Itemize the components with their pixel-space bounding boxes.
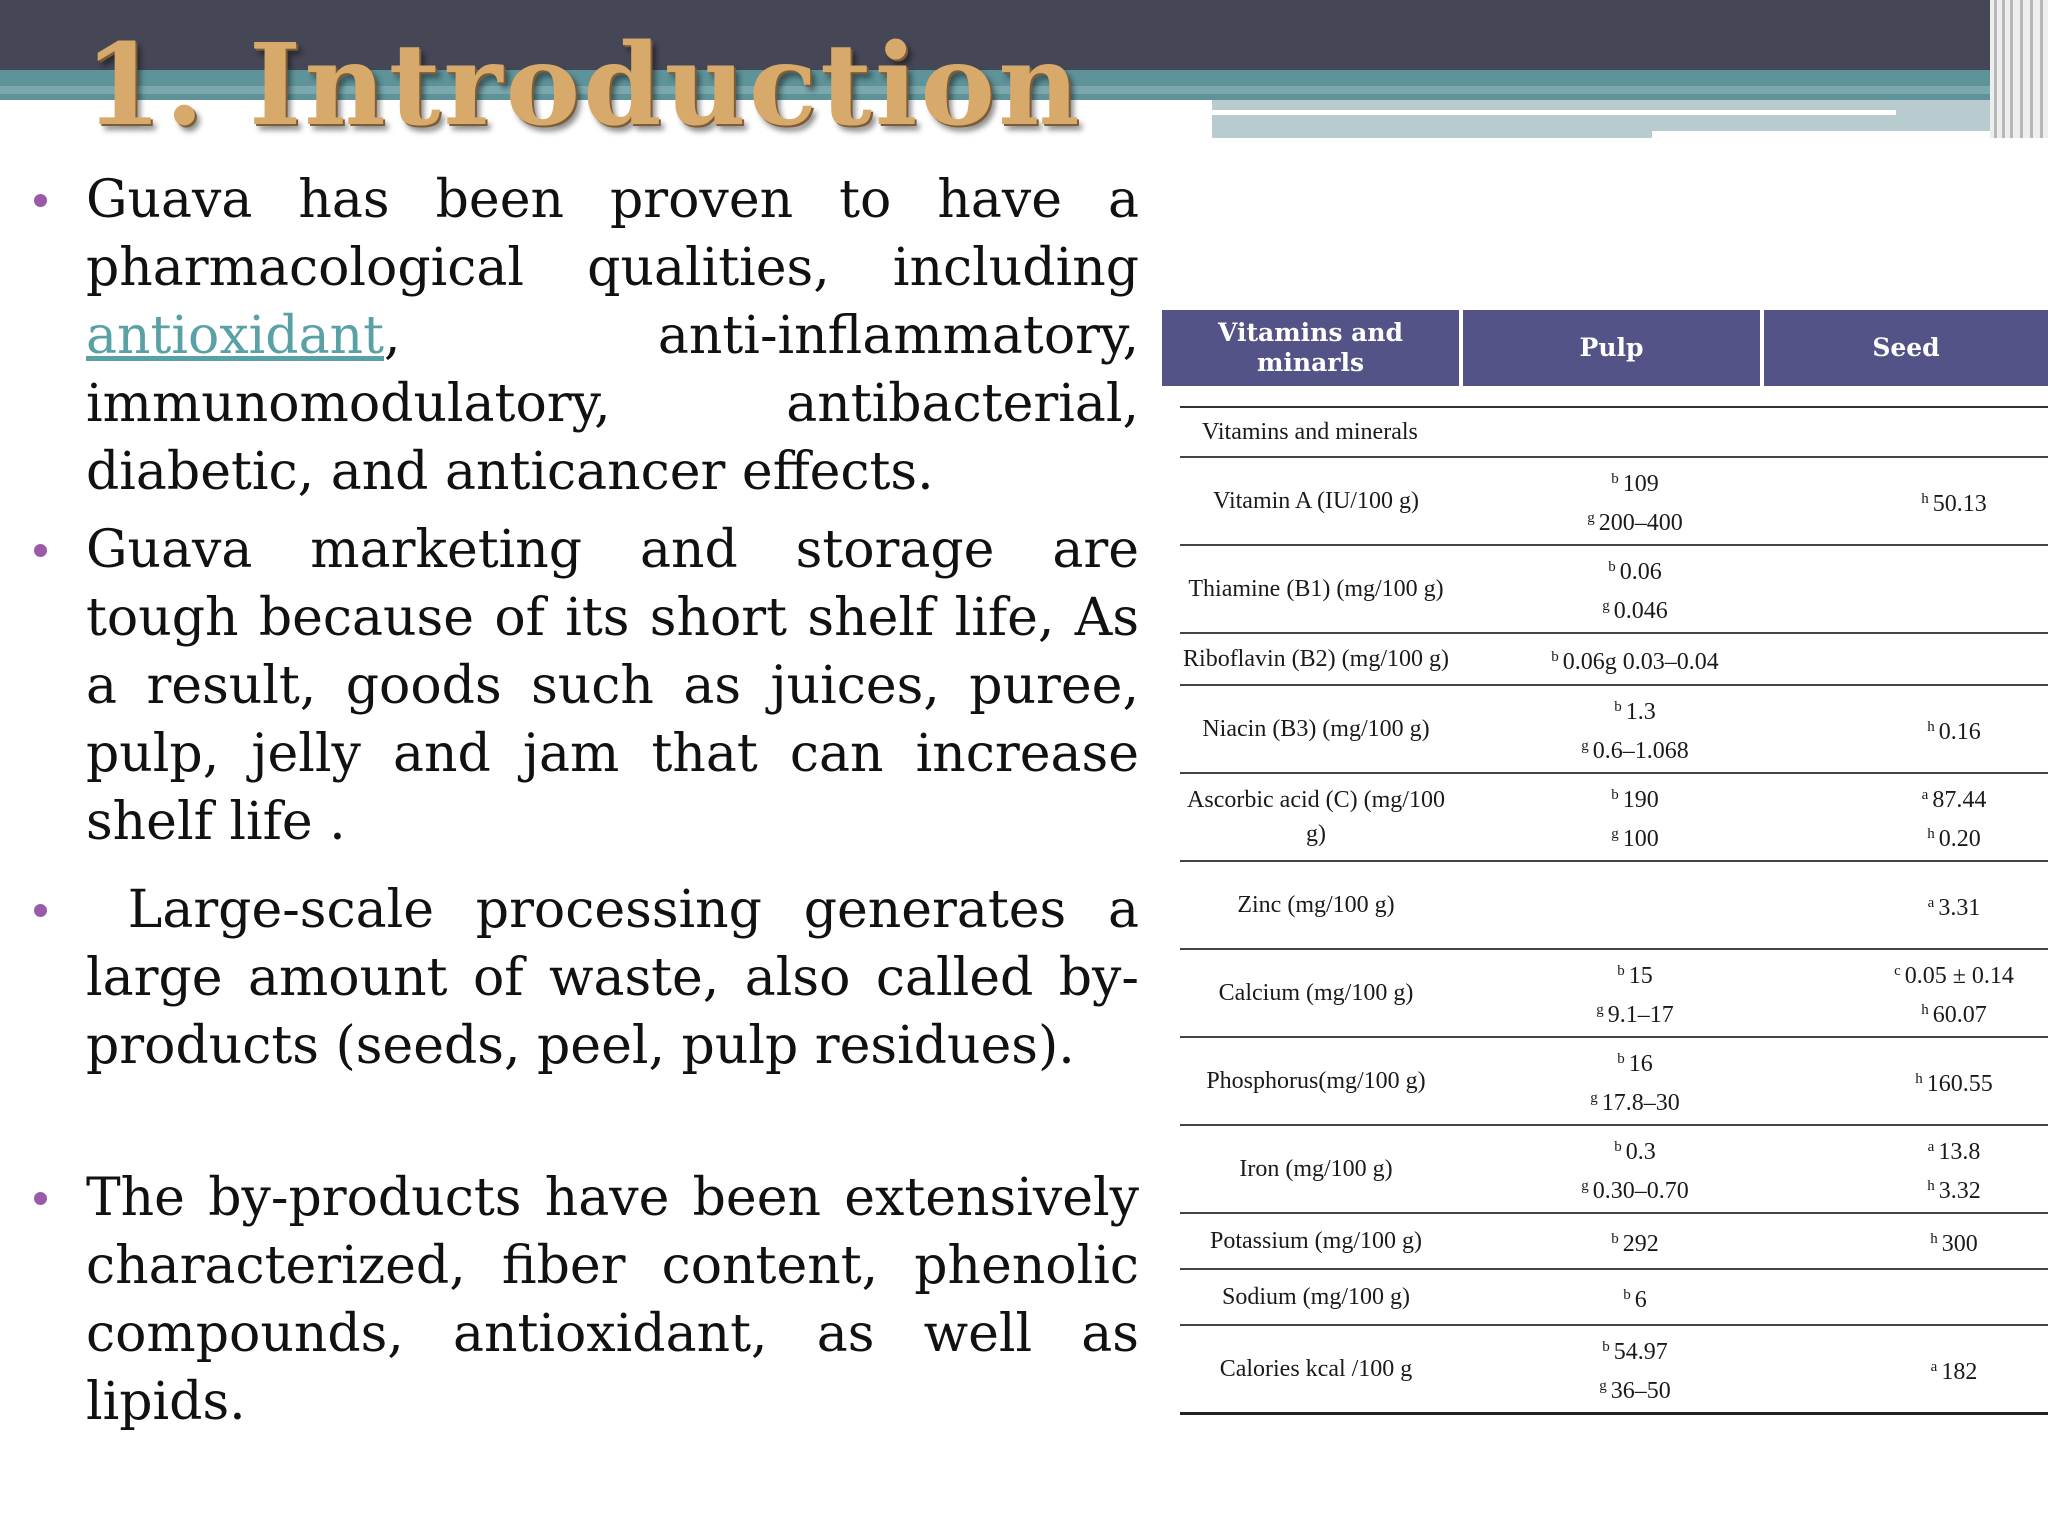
seed-value-cell	[1860, 1270, 2048, 1324]
value-text: 200–400	[1598, 510, 1683, 536]
seed-value	[1930, 1222, 1978, 1261]
value-text: 100	[1622, 826, 1659, 852]
seed-value-cell	[1860, 458, 2048, 544]
footnote-marker: g	[1611, 826, 1619, 842]
nutrient-name: Calories kcal /100 g	[1219, 1356, 1413, 1382]
table-row	[1180, 950, 2048, 1038]
seed-value-cell	[1860, 1326, 2048, 1412]
pulp-value	[1599, 1369, 1671, 1408]
seed-value	[1927, 817, 1981, 856]
pulp-value-cell	[1485, 458, 1785, 544]
pulp-value-cell	[1485, 634, 1785, 684]
pulp-value	[1611, 817, 1659, 856]
value-text: 15	[1628, 963, 1653, 989]
decorative-line	[1652, 131, 1990, 138]
footnote-marker: h	[1930, 1230, 1938, 1247]
table-row	[1180, 634, 2048, 686]
bullet-icon	[34, 544, 47, 557]
pulp-value	[1581, 1169, 1689, 1208]
table-row	[1180, 458, 2048, 546]
value-text: 300	[1941, 1230, 1978, 1257]
footnote-marker: h	[1921, 1002, 1929, 1018]
seed-value-cell	[1860, 634, 2048, 684]
pulp-value-cell	[1485, 1038, 1785, 1124]
antioxidant-link[interactable]: antioxidant	[86, 306, 384, 366]
value-text: 0.30–0.70	[1592, 1178, 1689, 1204]
value-text: 16	[1628, 1051, 1653, 1077]
nutrient-name: Riboflavin (B2) (mg/100 g)	[1183, 646, 1449, 672]
value-text: 0.6–1.068	[1592, 738, 1689, 764]
value-text: 0.16	[1938, 718, 1981, 745]
nutrient-name: Vitamin A (IU/100 g)	[1213, 488, 1419, 514]
footnote-marker: b	[1611, 471, 1619, 487]
seed-value	[1928, 886, 1981, 925]
footnote-marker: h	[1915, 1070, 1923, 1087]
footnote-marker: b	[1617, 963, 1625, 979]
footnote-marker: h	[1927, 1178, 1935, 1194]
nutrient-name: Potassium (mg/100 g)	[1209, 1228, 1422, 1254]
seed-value	[1915, 1062, 1993, 1101]
footnote-marker: h	[1921, 490, 1929, 507]
nutrient-name: Phosphorus(mg/100 g)	[1206, 1068, 1426, 1094]
bullet-text: Guava marketing and storage are tough because of its short shelf life, As a result, goods such as juices, puree, pulp, jelly and jam that can increase shelf life .	[86, 520, 1139, 852]
slide-title: 1. Introduction	[84, 20, 1083, 151]
table-row	[1180, 1126, 2048, 1214]
value-text: 160.55	[1926, 1070, 1993, 1097]
footnote-marker: h	[1927, 826, 1935, 842]
pulp-value	[1551, 640, 1719, 679]
value-text: 292	[1622, 1230, 1659, 1257]
pulp-value-cell	[1485, 774, 1785, 860]
seed-value	[1921, 482, 1987, 521]
seed-value-cell	[1860, 1126, 2048, 1212]
seed-value	[1927, 710, 1981, 749]
seed-value-cell	[1860, 862, 2048, 948]
seed-value	[1921, 993, 1987, 1032]
seed-value-cell	[1860, 1038, 2048, 1124]
footnote-marker: c	[1894, 963, 1901, 979]
pulp-value	[1614, 690, 1656, 729]
pulp-value-cell	[1485, 546, 1785, 632]
table-row	[1180, 1270, 2048, 1326]
value-text: 182	[1941, 1358, 1978, 1385]
table-row	[1180, 1214, 2048, 1270]
value-text: 0.05 ± 0.14	[1904, 963, 2014, 989]
bullet-item	[86, 876, 1156, 1080]
section-label: Vitamins and minerals	[1202, 419, 1418, 445]
bullet-icon	[34, 1192, 47, 1205]
pulp-value	[1602, 589, 1668, 628]
footnote-marker: g	[1581, 1178, 1589, 1194]
nutrient-name: Iron (mg/100 g)	[1239, 1156, 1393, 1182]
table-row	[1180, 1038, 2048, 1126]
pulp-value	[1590, 1081, 1680, 1120]
footnote-marker: g	[1590, 1090, 1598, 1106]
value-text: 0.20	[1938, 826, 1981, 852]
table-row	[1180, 546, 2048, 634]
value-text: 190	[1622, 787, 1659, 813]
table-body	[1180, 406, 2048, 1415]
bullet-icon	[34, 194, 47, 207]
pulp-value-cell	[1485, 686, 1785, 772]
footnote-marker: g	[1602, 598, 1610, 614]
value-text: 0.046	[1613, 598, 1668, 624]
value-text: 9.1–17	[1607, 1002, 1674, 1028]
value-text: 0.06	[1619, 559, 1662, 585]
seed-value-cell	[1860, 950, 2048, 1036]
footnote-marker: b	[1551, 648, 1559, 665]
footnote-marker: a	[1930, 1358, 1938, 1375]
footnote-marker: a	[1927, 894, 1935, 911]
footnote-marker: b	[1614, 1139, 1622, 1155]
footnote-marker: a	[1921, 787, 1929, 803]
pulp-value	[1611, 462, 1659, 501]
bullet-item	[86, 166, 1139, 506]
nutrient-name: Thiamine (B1) (mg/100 g)	[1188, 576, 1444, 602]
footnote-marker: h	[1927, 718, 1935, 735]
nutrient-name: Zinc (mg/100 g)	[1237, 892, 1395, 918]
value-text: 13.8	[1938, 1139, 1981, 1165]
footnote-marker: b	[1611, 1230, 1619, 1247]
footnote-marker: a	[1927, 1139, 1935, 1155]
footnote-marker: b	[1623, 1286, 1631, 1303]
pulp-value-cell	[1485, 1270, 1785, 1324]
footnote-marker: g	[1599, 1378, 1607, 1394]
footnote-marker: b	[1608, 559, 1616, 575]
bullet-icon	[34, 904, 47, 917]
pulp-value	[1611, 778, 1659, 817]
footnote-marker: g	[1581, 738, 1589, 754]
seed-value-cell	[1860, 546, 2048, 632]
pulp-value	[1614, 1130, 1656, 1169]
decorative-stripes	[1990, 0, 2048, 138]
decorative-line	[1212, 110, 1896, 115]
value-text: 6	[1634, 1286, 1647, 1313]
pulp-value	[1587, 501, 1683, 540]
value-text: 36–50	[1610, 1378, 1671, 1404]
bullet-text: Guava has been proven to have a pharmacological qualities, including antioxidant, anti-inflammatory, immunomodulatory, antibacterial, diabetic, and anticancer effects.	[86, 170, 1139, 502]
seed-value	[1894, 954, 2014, 993]
pulp-value-cell	[1485, 1214, 1785, 1268]
bullet-text: Large-scale processing generates a large amount of waste, also called by-products (seeds, peel, pulp residues).	[86, 880, 1156, 1076]
pulp-value-cell	[1485, 862, 1785, 948]
table-row	[1180, 1326, 2048, 1415]
pulp-value	[1581, 729, 1689, 768]
pulp-value	[1617, 1042, 1653, 1081]
footnote-marker: b	[1614, 699, 1622, 715]
seed-value-cell	[1860, 1214, 2048, 1268]
footnote-marker: b	[1611, 787, 1619, 803]
footnote-marker: g	[1587, 510, 1595, 526]
footnote-marker: g	[1596, 1002, 1604, 1018]
value-text: 54.97	[1613, 1339, 1668, 1365]
seed-value	[1931, 1350, 1978, 1389]
footnote-marker: b	[1602, 1339, 1610, 1355]
value-text: 0.06g 0.03–0.04	[1562, 648, 1719, 675]
footnote-marker: b	[1617, 1051, 1625, 1067]
pulp-value-cell	[1485, 1326, 1785, 1412]
pulp-value-cell	[1485, 1126, 1785, 1212]
pulp-value-cell	[1485, 950, 1785, 1036]
value-text: 17.8–30	[1601, 1090, 1680, 1116]
table-section-row	[1180, 408, 2048, 458]
bullet-item	[86, 1164, 1139, 1436]
table-header	[1162, 310, 2048, 390]
table-row	[1180, 774, 2048, 862]
nutrient-name: Ascorbic acid (C) (mg/100 g)	[1187, 787, 1445, 847]
nutrient-name: Calcium (mg/100 g)	[1218, 980, 1414, 1006]
nutrient-name: Niacin (B3) (mg/100 g)	[1202, 716, 1430, 742]
seed-value	[1927, 1169, 1981, 1208]
column-header-vitamins: Vitamins and minarls	[1162, 310, 1459, 386]
table-row	[1180, 862, 2048, 950]
value-text: 3.31	[1938, 894, 1981, 921]
table-row	[1180, 686, 2048, 774]
pulp-value	[1596, 993, 1674, 1032]
pulp-value	[1608, 550, 1662, 589]
seed-value	[1922, 778, 1987, 817]
seed-value-cell	[1860, 686, 2048, 772]
seed-value	[1928, 1130, 1981, 1169]
column-header-pulp: Pulp	[1463, 310, 1760, 386]
value-text: 1.3	[1625, 699, 1656, 725]
value-text: 50.13	[1932, 490, 1987, 517]
pulp-value	[1623, 1278, 1647, 1317]
value-text: 60.07	[1932, 1002, 1987, 1028]
seed-value-cell	[1860, 774, 2048, 860]
pulp-value	[1611, 1222, 1659, 1261]
bullet-item	[86, 516, 1139, 856]
pulp-value	[1617, 954, 1653, 993]
column-header-seed: Seed	[1764, 310, 2048, 386]
value-text: 87.44	[1932, 787, 1987, 813]
nutrient-name: Sodium (mg/100 g)	[1221, 1284, 1410, 1310]
value-text: 3.32	[1938, 1178, 1981, 1204]
bullet-text: The by-products have been extensively characterized, fiber content, phenolic compounds, antioxidant, as well as lipids.	[86, 1168, 1139, 1432]
value-text: 109	[1622, 471, 1659, 497]
value-text: 0.3	[1625, 1139, 1656, 1165]
pulp-value	[1602, 1330, 1668, 1369]
